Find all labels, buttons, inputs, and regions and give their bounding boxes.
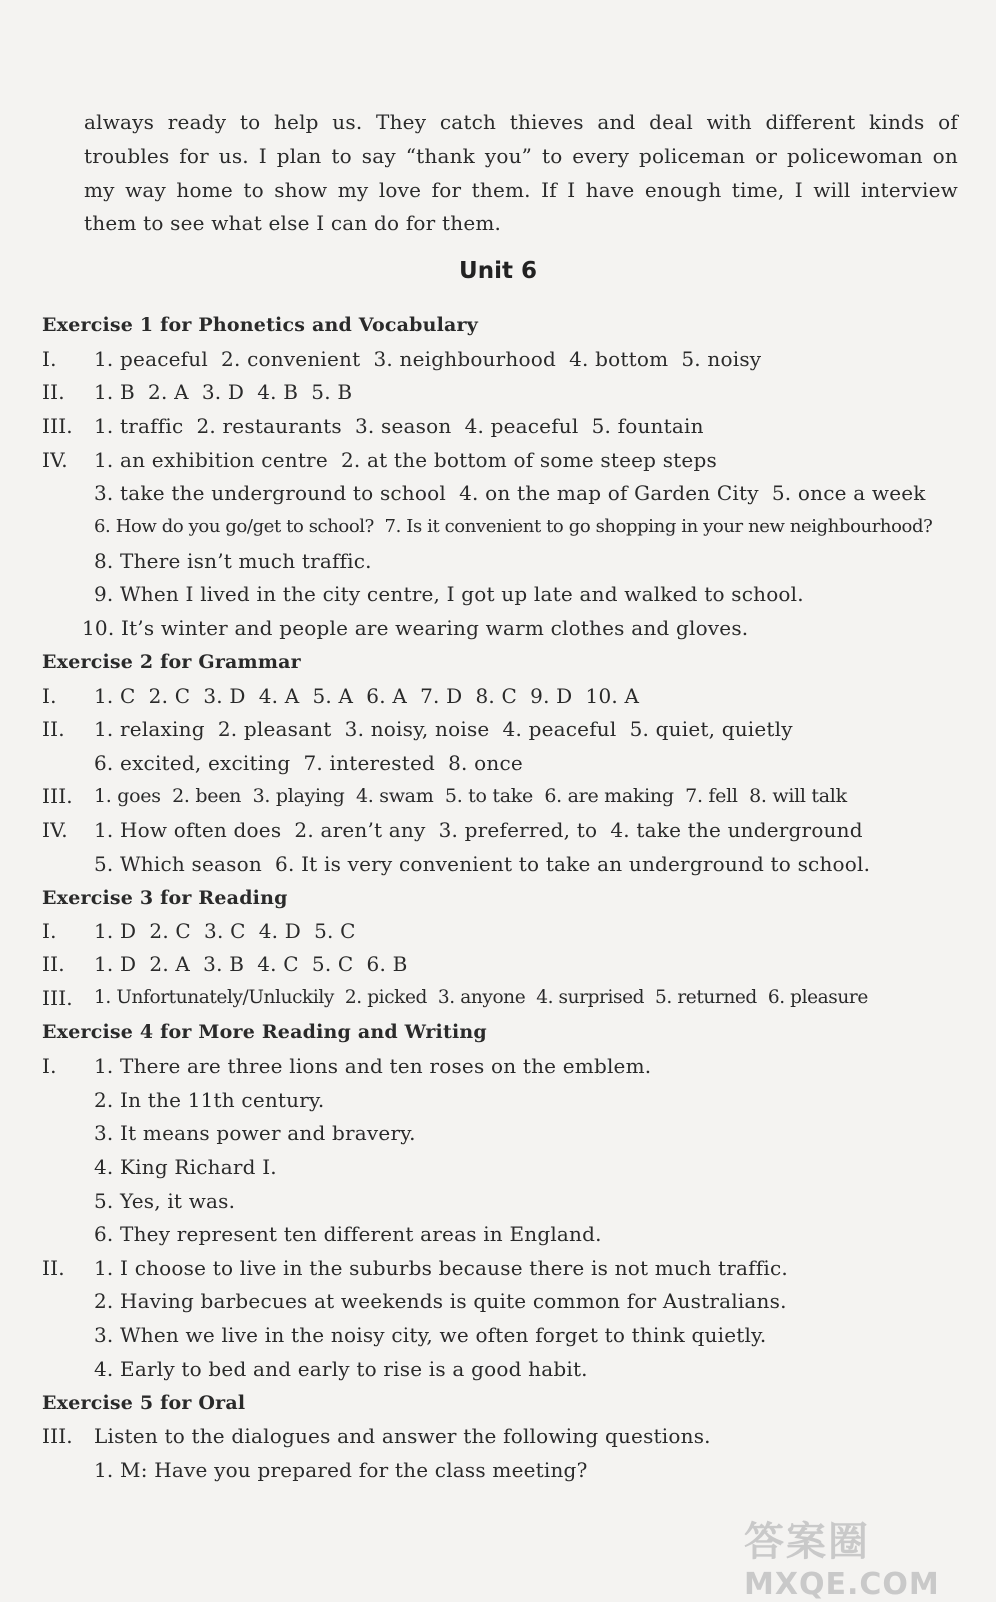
ex4-answers-2-line2: 2. Having barbecues at weekends is quite common for Australians.: [94, 1289, 787, 1313]
ex2-answers-4-line2: 5. Which season 6. It is very convenient to take an underground to school.: [94, 852, 871, 876]
ex2-answers-4: 1. How often does 2. aren’t any 3. preferred, to 4. take the underground: [94, 818, 863, 842]
intro-line-1: always ready to help us. They catch thieves and deal with different kinds of: [84, 110, 958, 134]
ex4-answers-2-line4: 4. Early to bed and early to rise is a good habit.: [94, 1357, 588, 1381]
ex4-roman-2: II.: [42, 1256, 65, 1280]
ex1-roman-2: II.: [42, 380, 65, 404]
ex1-answers-4-line2: 3. take the underground to school 4. on the map of Garden City 5. once a week: [94, 481, 926, 505]
ex1-answers-4-line5: 9. When I lived in the city centre, I got up late and walked to school.: [94, 582, 804, 606]
ex1-answers-4-line4: 8. There isn’t much traffic.: [94, 549, 372, 573]
ex2-answers-2-line2: 6. excited, exciting 7. interested 8. once: [94, 751, 523, 775]
exercise-1-heading: Exercise 1 for Phonetics and Vocabulary: [42, 314, 479, 336]
ex4-answers-1-line4: 4. King Richard I.: [94, 1155, 277, 1179]
ex1-roman-3: III.: [42, 414, 73, 438]
ex4-answers-2-line3: 3. When we live in the noisy city, we often forget to think quietly.: [94, 1323, 767, 1347]
watermark-url-text: MXQE.COM: [744, 1567, 940, 1602]
ex4-answers-1-line3: 3. It means power and bravery.: [94, 1121, 416, 1145]
ex3-roman-3: III.: [42, 986, 73, 1010]
ex3-roman-2: II.: [42, 952, 65, 976]
ex2-answers-2: 1. relaxing 2. pleasant 3. noisy, noise 4. peaceful 5. quiet, quietly: [94, 717, 793, 741]
intro-line-3: my way home to show my love for them. If I have enough time, I will interview: [84, 178, 958, 202]
exercise-3-heading: Exercise 3 for Reading: [42, 887, 288, 909]
ex1-answers-4: 1. an exhibition centre 2. at the bottom of some steep steps: [94, 448, 717, 472]
exercise-5-heading: Exercise 5 for Oral: [42, 1392, 246, 1414]
ex1-roman-4: IV.: [42, 448, 68, 472]
intro-line-2: troubles for us. I plan to say “thank you” to every policeman or policewoman on: [84, 144, 958, 168]
ex4-answers-1-line5: 5. Yes, it was.: [94, 1189, 236, 1213]
ex2-roman-3: III.: [42, 784, 73, 808]
ex2-answers-1: 1. C 2. C 3. D 4. A 5. A 6. A 7. D 8. C 9. D 10. A: [94, 684, 640, 708]
ex2-answers-3: 1. goes 2. been 3. playing 4. swam 5. to take 6. are making 7. fell 8. will talk: [94, 785, 847, 807]
ex2-roman-1: I.: [42, 684, 57, 708]
ex3-answers-1: 1. D 2. C 3. C 4. D 5. C: [94, 919, 356, 943]
exercise-2-heading: Exercise 2 for Grammar: [42, 651, 301, 673]
ex5-roman-3: III.: [42, 1424, 73, 1448]
ex1-answers-4-line3: 6. How do you go/get to school? 7. Is it convenient to go shopping in your new neighbourhood?: [94, 516, 933, 537]
site-watermark: [744, 1510, 974, 1602]
ex5-instruction: Listen to the dialogues and answer the following questions.: [94, 1424, 711, 1448]
watermark-logo-text: 答案圈: [744, 1519, 870, 1565]
ex2-roman-2: II.: [42, 717, 65, 741]
ex4-answers-1-line6: 6. They represent ten different areas in England.: [94, 1222, 602, 1246]
ex2-roman-4: IV.: [42, 818, 68, 842]
ex3-answers-2: 1. D 2. A 3. B 4. C 5. C 6. B: [94, 952, 408, 976]
ex1-answers-1: 1. peaceful 2. convenient 3. neighbourhood 4. bottom 5. noisy: [94, 347, 762, 371]
unit-title: Unit 6: [459, 258, 537, 284]
ex1-answers-3: 1. traffic 2. restaurants 3. season 4. peaceful 5. fountain: [94, 414, 704, 438]
ex1-answers-2: 1. B 2. A 3. D 4. B 5. B: [94, 380, 353, 404]
ex4-answers-2: 1. I choose to live in the suburbs because there is not much traffic.: [94, 1256, 788, 1280]
ex3-roman-1: I.: [42, 919, 57, 943]
ex4-answers-1: 1. There are three lions and ten roses on the emblem.: [94, 1054, 652, 1078]
ex1-roman-1: I.: [42, 347, 57, 371]
ex4-roman-1: I.: [42, 1054, 57, 1078]
ex4-answers-1-line2: 2. In the 11th century.: [94, 1088, 325, 1112]
ex5-dialogue-1: 1. M: Have you prepared for the class meeting?: [94, 1458, 588, 1482]
intro-line-4: them to see what else I can do for them.: [84, 211, 502, 235]
ex1-answers-4-line6: 10. It’s winter and people are wearing warm clothes and gloves.: [82, 616, 749, 640]
exercise-4-heading: Exercise 4 for More Reading and Writing: [42, 1021, 487, 1043]
ex3-answers-3: 1. Unfortunately/Unluckily 2. picked 3. anyone 4. surprised 5. returned 6. pleasure: [94, 987, 868, 1008]
